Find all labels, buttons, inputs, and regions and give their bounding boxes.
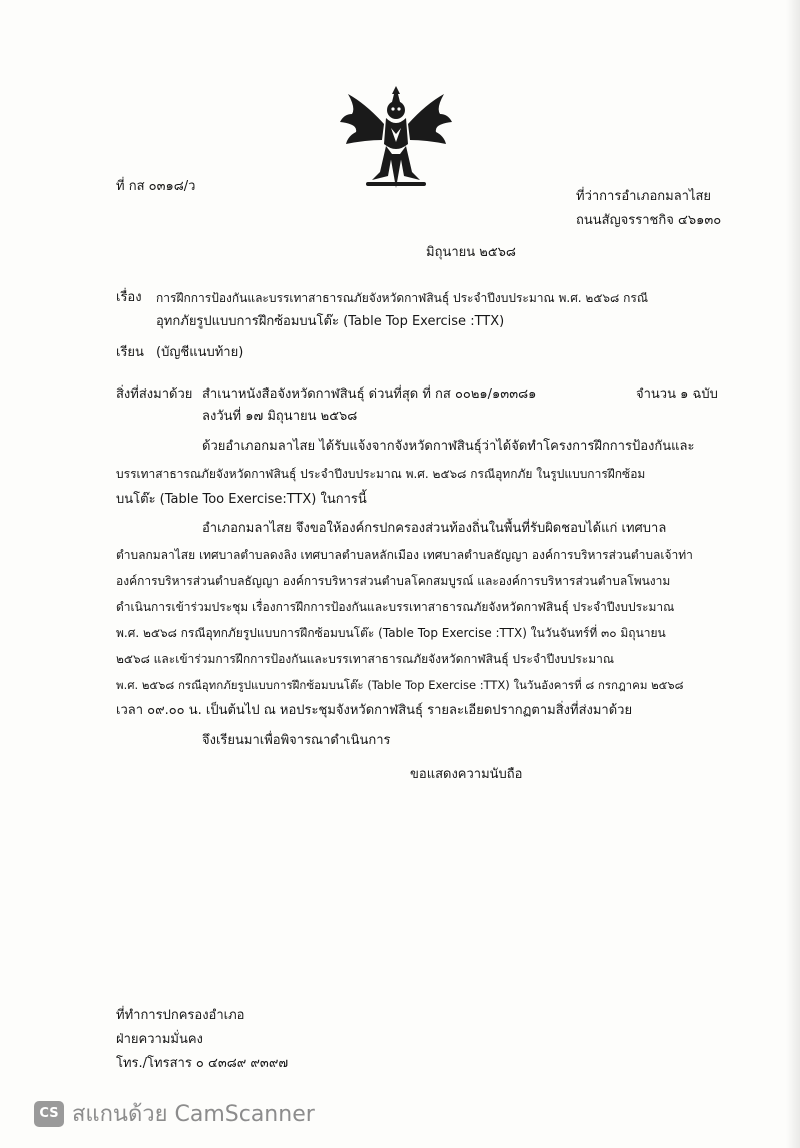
subject-label: เรื่อง — [116, 290, 142, 305]
contact-line1: ที่ทำการปกครองอำเภอ — [116, 1008, 245, 1023]
enclosure-count: จำนวน ๑ ฉบับ — [636, 387, 718, 402]
office-address-line2: ถนนสัญจรราชกิจ ๔๖๑๓๐ — [576, 213, 722, 228]
body-paragraph2-line3: องค์การบริหารส่วนตำบลธัญญา องค์การบริหารส่วนตำบลโคกสมบูรณ์ และองค์การบริหารส่วนตำบลโพนงาม — [116, 574, 671, 588]
scan-edge-shadow — [786, 0, 800, 1148]
contact-line2: ฝ่ายความมั่นคง — [116, 1032, 203, 1047]
body-paragraph1-line1: ด้วยอำเภอกมลาไสย ได้รับแจ้งจากจังหวัดกาฬสินธุ์ว่าได้จัดทำโครงการฝึกการป้องกันและ — [202, 439, 695, 454]
contact-phone: โทร./โทรสาร ๐ ๔๓๘๙ ๙๓๙๗ — [116, 1056, 289, 1071]
enclosure-line2: ลงวันที่ ๑๗ มิถุนายน ๒๕๖๘ — [202, 409, 358, 424]
body-paragraph1-line2: บรรเทาสาธารณภัยจังหวัดกาฬสินธุ์ ประจำปีงบประมาณ พ.ศ. ๒๕๖๘ กรณีอุทกภัย ในรูปแบบการฝึกซ้อม — [116, 467, 646, 481]
salutation-label: เรียน — [116, 345, 144, 360]
body-paragraph2-line5: พ.ศ. ๒๕๖๘ กรณีอุทกภัยรูปแบบการฝึกซ้อมบนโต๊ะ (Table Top Exercise :TTX) ในวันจันทร์ที่ ๓๐ มิถุนายน — [116, 626, 666, 640]
office-address-line1: ที่ว่าการอำเภอกมลาไสย — [576, 189, 712, 204]
camscanner-watermark — [34, 1096, 315, 1131]
enclosure-line1: สำเนาหนังสือจังหวัดกาฬสินธุ์ ด่วนที่สุด ที่ กส ๐๐๒๑/๑๓๓๘๑ — [202, 387, 537, 402]
body-paragraph2-line2: ตำบลกมลาไสย เทศบาลตำบลดงลิง เทศบาลตำบลหลักเมือง เทศบาลตำบลธัญญา องค์การบริหารส่วนตำบลเจ้าท่า — [116, 548, 693, 562]
body-paragraph2-line6: ๒๕๖๘ และเข้าร่วมการฝึกการป้องกันและบรรเทาสาธารณภัยจังหวัดกาฬสินธุ์ ประจำปีงบประมาณ — [116, 652, 614, 666]
subject-line1: การฝึกการป้องกันและบรรเทาสาธารณภัยจังหวัดกาฬสินธุ์ ประจำปีงบประมาณ พ.ศ. ๒๕๖๘ กรณี — [156, 291, 648, 305]
closing-phrase: ขอแสดงความนับถือ — [410, 767, 523, 782]
camscanner-logo-icon: CS — [34, 1101, 64, 1127]
body-paragraph2-line8: เวลา ๐๙.๐๐ น. เป็นต้นไป ณ หอประชุมจังหวัดกาฬสินธุ์ รายละเอียดปรากฏตามสิ่งที่ส่งมาด้วย — [116, 703, 633, 718]
subject-line2: อุทกภัยรูปแบบการฝึกซ้อมบนโต๊ะ (Table Top Exercise :TTX) — [156, 314, 505, 329]
body-paragraph3: จึงเรียนมาเพื่อพิจารณาดำเนินการ — [202, 733, 391, 748]
camscanner-text: สแกนด้วย CamScanner — [72, 1102, 315, 1127]
body-paragraph1-line3: บนโต๊ะ (Table Too Exercise:TTX) ในการนี้ — [116, 492, 367, 507]
body-paragraph2-line1: อำเภอกมลาไสย จึงขอให้องค์กรปกครองส่วนท้องถิ่นในพื้นที่รับผิดชอบได้แก่ เทศบาล — [202, 521, 667, 536]
enclosure-label: สิ่งที่ส่งมาด้วย — [116, 387, 193, 402]
letter-date: มิถุนายน ๒๕๖๘ — [426, 245, 516, 260]
body-paragraph2-line4: ดำเนินการเข้าร่วมประชุม เรื่องการฝึกการป้องกันและบรรเทาสาธารณภัยจังหวัดกาฬสินธุ์ ประจำปีงบประมาณ — [116, 600, 675, 614]
garuda-emblem-icon — [336, 84, 456, 192]
salutation-value: (บัญชีแนบท้าย) — [156, 345, 244, 360]
reference-number: ที่ กส ๐๓๑๘/ว — [116, 179, 196, 194]
body-paragraph2-line7: พ.ศ. ๒๕๖๘ กรณีอุทกภัยรูปแบบการฝึกซ้อมบนโต๊ะ (Table Top Exercise :TTX) ในวันอังคารที่ ๘ กรกฎาคม ๒๕๖๘ — [116, 678, 684, 692]
